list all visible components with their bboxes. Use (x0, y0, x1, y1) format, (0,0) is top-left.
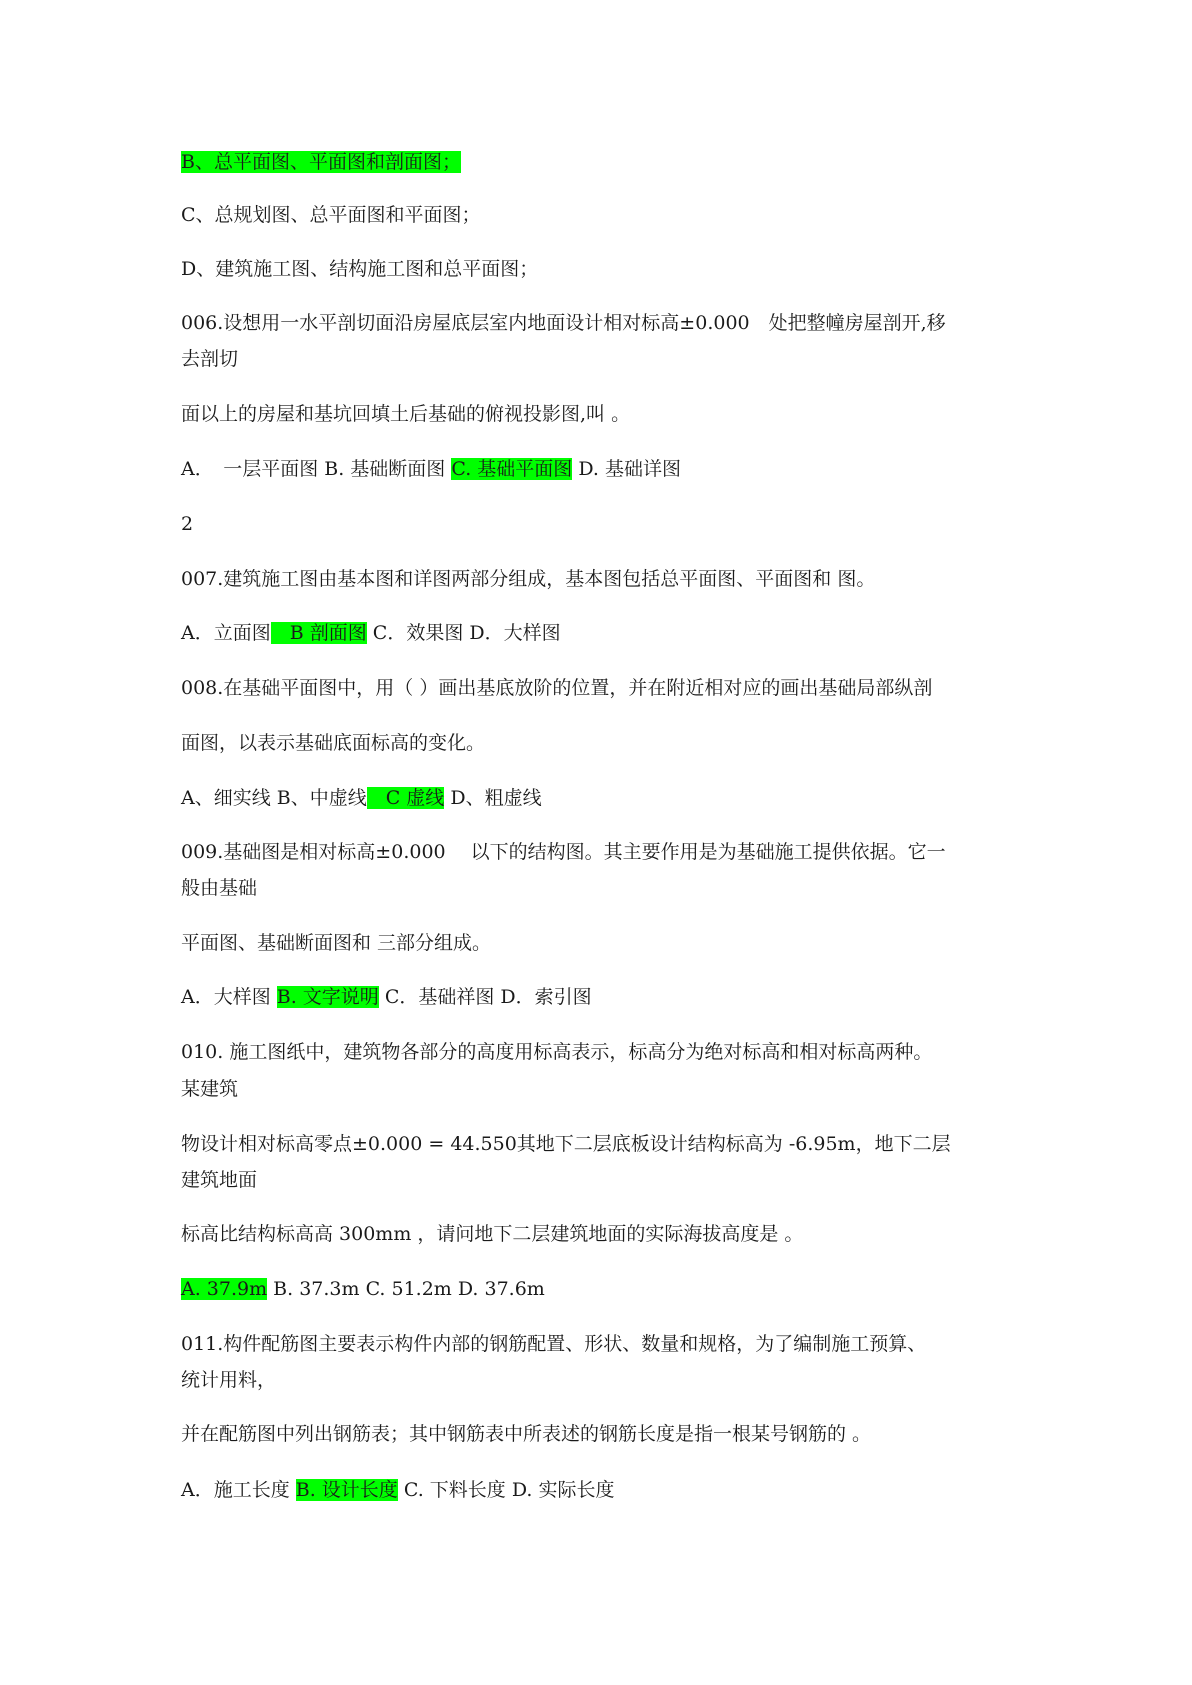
option-text: A．大样图 (181, 986, 277, 1008)
option-text: C．基础祥图 D．索引图 (378, 986, 592, 1008)
highlighted-answer: B. 文字说明 (276, 986, 379, 1008)
question-010-text: 建筑地面 (181, 1169, 258, 1191)
question-010-text: 010. 施工图纸中，建筑物各部分的高度用标高表示，标高分为绝对标高和相对标高两种。 (181, 1041, 933, 1063)
option-text: D、粗虚线 (444, 787, 542, 809)
question-009-text: 009.基础图是相对标高±0.000 以下的结构图。其主要作用是为基础施工提供依据。它一 (181, 841, 946, 863)
question-011-text: 并在配筋图中列出钢筋表；其中钢筋表中所表述的钢筋长度是指一根某号钢筋的 。 (181, 1423, 872, 1445)
option-text: C. 下料长度 D. 实际长度 (397, 1479, 615, 1501)
question-006-text: 去剖切 (181, 348, 239, 370)
question-010-text: 物设计相对标高零点±0.000 = 44.550其地下二层底板设计结构标高为 -6.95m，地下二层 (181, 1133, 951, 1155)
question-009-text: 般由基础 (181, 877, 258, 899)
option-text: B. 37.3m C. 51.2m D. 37.6m (267, 1278, 545, 1300)
option-line: C、总规划图、总平面图和平面图； (181, 204, 481, 226)
question-009-text: 平面图、基础断面图和 三部分组成。 (181, 932, 492, 954)
question-010-text: 标高比结构标高高 300mm ，请问地下二层建筑地面的实际海拔高度是 。 (181, 1223, 804, 1245)
question-008-options (181, 786, 542, 810)
option-text: A．立面图 (181, 622, 271, 644)
question-007-text: 007.建筑施工图由基本图和详图两部分组成，基本图包括总平面图、平面图和 图。 (181, 568, 876, 590)
highlighted-answer: C. 基础平面图 (451, 458, 573, 480)
highlighted-answer: B. 设计长度 (295, 1479, 398, 1501)
question-006-options (181, 457, 681, 481)
question-006-text: 006.设想用一水平剖切面沿房屋底层室内地面设计相对标高±0.000 处把整幢房屋剖开,移 (181, 312, 946, 334)
highlighted-answer: C 虚线 (366, 787, 445, 809)
question-008-text: 008.在基础平面图中，用（ ）画出基底放阶的位置，并在附近相对应的画出基础局部纵剖 (181, 677, 933, 699)
question-011-text: 011.构件配筋图主要表示构件内部的钢筋配置、形状、数量和规格，为了编制施工预算、 (181, 1333, 927, 1355)
question-010-options (181, 1277, 545, 1301)
question-011-options (181, 1478, 614, 1502)
option-text: D. 基础详图 (572, 458, 681, 480)
question-010-text: 某建筑 (181, 1078, 239, 1100)
option-line: D、建筑施工图、结构施工图和总平面图； (181, 258, 539, 280)
question-009-options (181, 985, 592, 1009)
question-011-text: 统计用料， (181, 1369, 277, 1391)
highlighted-answer: A. 37.9m (181, 1278, 268, 1300)
option-text: C．效果图 D．大样图 (366, 622, 561, 644)
question-006-text: 面以上的房屋和基坑回填土后基础的俯视投影图,叫 。 (181, 403, 631, 425)
highlighted-answer: B、总平面图、平面图和剖面图； (181, 151, 461, 173)
highlighted-answer: B 剖面图 (270, 622, 367, 644)
question-007-options (181, 621, 561, 645)
option-text: A． 一层平面图 B. 基础断面图 (181, 458, 452, 480)
option-line (181, 150, 461, 174)
option-text: A、细实线 B、中虚线 (181, 787, 367, 809)
page-number: 2 (181, 513, 194, 535)
question-008-text: 面图，以表示基础底面标高的变化。 (181, 732, 486, 754)
option-text: A．施工长度 (181, 1479, 296, 1501)
